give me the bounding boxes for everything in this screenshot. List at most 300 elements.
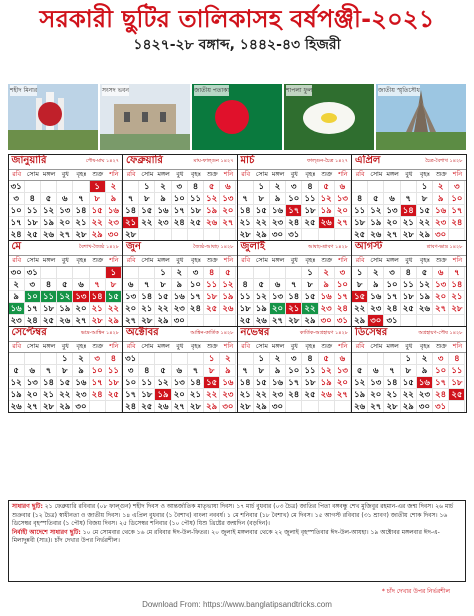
day-cell: ১৪ bbox=[401, 205, 417, 217]
weekday-label: শনি bbox=[452, 342, 463, 350]
bangla-month-note: ভাদ্র-আশ্বিন ১৪২৮ bbox=[81, 329, 119, 336]
day-cell: ১৫ bbox=[57, 377, 73, 389]
day-cell: ৭ bbox=[139, 279, 155, 291]
month-header bbox=[123, 327, 237, 341]
day-cell: ১৫ bbox=[204, 377, 220, 389]
day-cell: ২৪ bbox=[188, 303, 204, 315]
day-cell: ১৪ bbox=[238, 377, 254, 389]
day-cell: ৮ bbox=[401, 365, 417, 377]
day-cell: ৯ bbox=[319, 279, 335, 291]
day-cell: ১৪ bbox=[449, 279, 465, 291]
day-cell: ১৬ bbox=[368, 291, 384, 303]
day-cell: ২৫ bbox=[352, 229, 368, 241]
photo-water-lily bbox=[284, 84, 374, 150]
month-name: জানুয়ারি bbox=[11, 155, 47, 166]
day-cell: ১৩ bbox=[172, 377, 188, 389]
day-cell: ১২ bbox=[220, 279, 236, 291]
day-cell: ৮ bbox=[106, 279, 122, 291]
empty-day-cell bbox=[368, 353, 384, 365]
day-cell: ৯ bbox=[417, 365, 433, 377]
day-cell: ২৫ bbox=[302, 389, 318, 401]
day-cell: ১ bbox=[57, 353, 73, 365]
day-cell: ৫ bbox=[9, 365, 25, 377]
bangla-month-note: কার্তিক-অগ্রহায়ণ ১৪২৮ bbox=[299, 329, 348, 336]
day-cell: ২২ bbox=[302, 303, 318, 315]
photo-caption: সংসদ ভবন bbox=[102, 87, 129, 94]
weekday-label: বুধ bbox=[176, 170, 184, 178]
day-cell: ৩ bbox=[9, 193, 25, 205]
day-cell: ১৮ bbox=[401, 291, 417, 303]
empty-day-cell bbox=[41, 267, 57, 279]
empty-day-cell bbox=[352, 181, 368, 193]
day-cell: ২৫ bbox=[25, 229, 41, 241]
day-cell: ২০ bbox=[220, 205, 236, 217]
day-cell: ১৯ bbox=[319, 205, 335, 217]
day-cell: ৮ bbox=[57, 365, 73, 377]
day-cell: ১৭ bbox=[286, 205, 302, 217]
day-cell: ১০ bbox=[9, 205, 25, 217]
day-cell: ৯ bbox=[433, 193, 449, 205]
day-cell: ৫ bbox=[352, 365, 368, 377]
photo-caption: জাতীয় স্মৃতিসৌধ bbox=[378, 87, 420, 94]
day-cell: ২১ bbox=[449, 291, 465, 303]
empty-day-cell bbox=[401, 181, 417, 193]
photo-memorial bbox=[376, 84, 466, 150]
bangla-month-note: পৌষ-মাঘ ১৪২৭ bbox=[85, 157, 119, 164]
empty-day-cell bbox=[286, 401, 302, 413]
day-cell: ১৬ bbox=[220, 377, 236, 389]
day-cell: ৯ bbox=[270, 365, 286, 377]
bangla-month-note: চৈত্র-বৈশাখ ১৪২৮ bbox=[425, 157, 463, 164]
day-cell: ১৮ bbox=[188, 205, 204, 217]
weekday-label: শনি bbox=[338, 342, 348, 350]
month-header bbox=[352, 327, 466, 341]
empty-day-cell bbox=[139, 267, 155, 279]
day-cell: ১৯ bbox=[204, 205, 220, 217]
month-name: নভেম্বর bbox=[240, 327, 270, 338]
day-cell: ২৪ bbox=[335, 303, 351, 315]
day-cell: ৯ bbox=[73, 365, 89, 377]
empty-day-cell bbox=[302, 401, 318, 413]
day-cell: ১২ bbox=[9, 377, 25, 389]
day-cells bbox=[123, 181, 237, 241]
weekday-label: শনি bbox=[223, 170, 234, 178]
day-cell: ৯ bbox=[9, 291, 25, 303]
day-cell: ১১ bbox=[204, 279, 220, 291]
day-cell: ২৯ bbox=[155, 315, 171, 327]
weekday-label: সোম bbox=[141, 342, 154, 350]
day-cell: ১ bbox=[106, 267, 122, 279]
weekday-label: শুক্র bbox=[321, 342, 333, 350]
day-cell: ১৭ bbox=[335, 291, 351, 303]
day-cell: ২৫ bbox=[302, 217, 318, 229]
day-cell: ৬ bbox=[368, 365, 384, 377]
weekday-label: শনি bbox=[109, 256, 119, 264]
day-cell: ১৪ bbox=[41, 377, 57, 389]
weekday-label: সোম bbox=[255, 170, 268, 178]
day-cell: ১০ bbox=[433, 365, 449, 377]
day-cell: ১১ bbox=[139, 377, 155, 389]
day-cells bbox=[352, 353, 466, 413]
day-cell: ২১ bbox=[188, 389, 204, 401]
day-cell: ৬ bbox=[433, 267, 449, 279]
weekday-label: বুধ bbox=[405, 170, 413, 178]
day-cells bbox=[238, 353, 352, 413]
day-cell: ২৭ bbox=[25, 401, 41, 413]
day-cell: ৬ bbox=[335, 353, 351, 365]
day-cell: ২৬ bbox=[9, 401, 25, 413]
day-cell: ২৪ bbox=[9, 229, 25, 241]
day-cell: ২০ bbox=[123, 303, 139, 315]
day-cell: ৮ bbox=[254, 193, 270, 205]
empty-day-cell bbox=[139, 353, 155, 365]
day-cell: ১৯ bbox=[57, 303, 73, 315]
day-cell: ২১ bbox=[286, 303, 302, 315]
day-cell: ২ bbox=[319, 267, 335, 279]
month-name: ফেব্রুয়ারি bbox=[126, 155, 163, 166]
day-cell: ২৭ bbox=[384, 229, 400, 241]
weekday-row bbox=[238, 255, 352, 267]
weekday-label: রবি bbox=[12, 170, 21, 178]
day-cell: ২৮ bbox=[188, 401, 204, 413]
day-cell: ১৮ bbox=[106, 377, 122, 389]
empty-day-cell bbox=[73, 181, 89, 193]
weekday-label: বুধ bbox=[61, 170, 69, 178]
month-header bbox=[9, 241, 123, 255]
day-cell: ৪ bbox=[401, 267, 417, 279]
photo-national-flag bbox=[192, 84, 282, 150]
month-header bbox=[9, 327, 123, 341]
day-cell: ১ bbox=[401, 353, 417, 365]
day-cells bbox=[9, 267, 123, 327]
day-cell: ১০ bbox=[123, 377, 139, 389]
day-cell: ১৬ bbox=[270, 205, 286, 217]
day-cell: ৯ bbox=[106, 193, 122, 205]
day-cell: ৬ bbox=[335, 181, 351, 193]
day-cell: ২১ bbox=[238, 217, 254, 229]
day-cell: ২৩ bbox=[155, 217, 171, 229]
weekday-label: রবি bbox=[126, 342, 136, 350]
day-cell: ১৮ bbox=[302, 377, 318, 389]
day-cell: ১৯ bbox=[41, 217, 57, 229]
weekday-label: শনি bbox=[452, 256, 463, 264]
day-cell: ২৭ bbox=[368, 401, 384, 413]
day-cell: ১৬ bbox=[433, 205, 449, 217]
month-header bbox=[352, 155, 466, 169]
month-8 bbox=[351, 240, 467, 327]
day-cell: ১৯ bbox=[155, 389, 171, 401]
weekday-label: বৃহঃ bbox=[190, 170, 202, 178]
day-cell: ৬ bbox=[25, 365, 41, 377]
empty-day-cell bbox=[90, 267, 106, 279]
day-cell: ৬ bbox=[172, 365, 188, 377]
day-cell: ৩০ bbox=[368, 315, 384, 327]
day-cell: ১৪ bbox=[73, 205, 89, 217]
day-cell: ৫ bbox=[57, 279, 73, 291]
day-cell: ৪ bbox=[302, 181, 318, 193]
weekday-label: শুক্র bbox=[321, 256, 333, 264]
day-cells bbox=[238, 267, 352, 327]
day-cell: ১১ bbox=[302, 193, 318, 205]
day-cell: ৪ bbox=[302, 353, 318, 365]
weekday-row bbox=[352, 169, 466, 181]
month-name: অক্টোবর bbox=[126, 327, 159, 338]
day-cell: ১৫ bbox=[254, 205, 270, 217]
day-cell: ২৫ bbox=[106, 389, 122, 401]
weekday-label: শুক্র bbox=[435, 342, 447, 350]
day-cell: ১৩ bbox=[433, 279, 449, 291]
day-cell: ১৮ bbox=[302, 205, 318, 217]
calendar-grid bbox=[8, 154, 466, 498]
day-cell: ৯ bbox=[270, 193, 286, 205]
weekday-label: শুক্র bbox=[321, 170, 333, 178]
day-cell: ১ bbox=[204, 353, 220, 365]
day-cell: ২০ bbox=[335, 205, 351, 217]
day-cell: ২৮ bbox=[238, 229, 254, 241]
day-cell: ১৭ bbox=[90, 377, 106, 389]
month-9 bbox=[8, 326, 124, 413]
empty-day-cell bbox=[123, 267, 139, 279]
day-cell: ১৭ bbox=[433, 377, 449, 389]
day-cell: ২ bbox=[433, 181, 449, 193]
day-cell: ২৩ bbox=[433, 217, 449, 229]
month-name: এপ্রিল bbox=[355, 155, 381, 166]
day-cell: ১১ bbox=[302, 365, 318, 377]
day-cell: ৬ bbox=[73, 279, 89, 291]
weekday-label: শনি bbox=[109, 170, 119, 178]
day-cell: ৭ bbox=[188, 365, 204, 377]
day-cell: ৩০ bbox=[9, 267, 25, 279]
weekday-label: সোম bbox=[370, 256, 383, 264]
holiday-notes bbox=[8, 500, 466, 582]
month-name: জুলাই bbox=[240, 241, 265, 252]
day-cell: ৬ bbox=[270, 279, 286, 291]
weekday-label: শুক্র bbox=[206, 170, 218, 178]
day-cell: ৩১ bbox=[25, 267, 41, 279]
day-cell: ২৩ bbox=[368, 303, 384, 315]
weekday-label: মঙ্গল bbox=[386, 342, 399, 350]
day-cell: ১১ bbox=[238, 291, 254, 303]
day-cell: ২৪ bbox=[286, 217, 302, 229]
day-cell: ২৯ bbox=[417, 229, 433, 241]
day-cell: ১১ bbox=[41, 291, 57, 303]
day-cell: ১৭ bbox=[25, 303, 41, 315]
month-1 bbox=[8, 154, 124, 241]
day-cell: ১৬ bbox=[270, 377, 286, 389]
day-cell: ১৩ bbox=[368, 377, 384, 389]
weekday-label: সোম bbox=[370, 342, 383, 350]
day-cell: ২৭ bbox=[433, 303, 449, 315]
day-cell: ২ bbox=[368, 267, 384, 279]
day-cell: ২৬ bbox=[220, 303, 236, 315]
weekday-label: মঙ্গল bbox=[271, 256, 285, 264]
month-11 bbox=[237, 326, 353, 413]
empty-day-cell bbox=[238, 353, 254, 365]
day-cell: ২৩ bbox=[220, 389, 236, 401]
day-cell: ১ bbox=[90, 181, 106, 193]
weekday-label: শুক্র bbox=[435, 256, 447, 264]
day-cell: ২০ bbox=[335, 377, 351, 389]
photo-parliament bbox=[100, 84, 190, 150]
day-cell: ২৯ bbox=[57, 401, 73, 413]
photo-strip bbox=[8, 84, 466, 150]
day-cell: ২০ bbox=[172, 389, 188, 401]
day-cell: ৭ bbox=[123, 193, 139, 205]
day-cell: ৩০ bbox=[106, 229, 122, 241]
day-cell: ১৯ bbox=[352, 389, 368, 401]
day-cell: ২২ bbox=[352, 303, 368, 315]
photo-caption: জাতীয় পতাকা bbox=[194, 87, 230, 94]
day-cell: ১২ bbox=[352, 377, 368, 389]
empty-day-cell bbox=[188, 353, 204, 365]
day-cell: ১৪ bbox=[238, 205, 254, 217]
day-cell: ৭ bbox=[286, 279, 302, 291]
day-cell: ৪ bbox=[204, 267, 220, 279]
weekday-label: শনি bbox=[223, 342, 234, 350]
day-cell: ৮ bbox=[139, 193, 155, 205]
day-cell: ৭ bbox=[73, 193, 89, 205]
day-cell: ২৮ bbox=[401, 229, 417, 241]
day-cell: ৪ bbox=[106, 353, 122, 365]
day-cell: ২৪ bbox=[286, 389, 302, 401]
weekday-row bbox=[123, 169, 237, 181]
weekday-label: রবি bbox=[241, 170, 250, 178]
day-cell: ৩০ bbox=[172, 315, 188, 327]
day-cell: ২৫ bbox=[139, 401, 155, 413]
weekday-label: রবি bbox=[355, 256, 365, 264]
day-cell: ৪ bbox=[139, 365, 155, 377]
day-cell: ২৫ bbox=[188, 217, 204, 229]
day-cell: ১৫ bbox=[90, 205, 106, 217]
weekday-label: মঙ্গল bbox=[271, 342, 285, 350]
weekday-label: মঙ্গল bbox=[42, 342, 56, 350]
day-cell: ২৬ bbox=[57, 315, 73, 327]
weekday-label: শুক্র bbox=[92, 256, 104, 264]
day-cell: ১৪ bbox=[139, 291, 155, 303]
day-cell: ২৮ bbox=[286, 315, 302, 327]
weekday-label: শুক্র bbox=[92, 170, 104, 178]
day-cell: ১৭ bbox=[172, 205, 188, 217]
day-cell: ২৩ bbox=[9, 315, 25, 327]
day-cell: ২৩ bbox=[172, 303, 188, 315]
month-name: ডিসেম্বর bbox=[355, 327, 388, 338]
day-cell: ১২ bbox=[254, 291, 270, 303]
weekday-label: সোম bbox=[370, 170, 383, 178]
day-cell: ১৩ bbox=[335, 365, 351, 377]
weekday-label: রবি bbox=[126, 256, 136, 264]
day-cell: ২৮ bbox=[90, 315, 106, 327]
weekday-row bbox=[123, 255, 237, 267]
day-cell: ১২ bbox=[417, 279, 433, 291]
day-cell: ৫ bbox=[204, 181, 220, 193]
day-cell: ২২ bbox=[254, 389, 270, 401]
month-3 bbox=[237, 154, 353, 241]
weekday-label: বৃহঃ bbox=[419, 170, 431, 178]
day-cell: ১১ bbox=[188, 193, 204, 205]
empty-day-cell bbox=[57, 267, 73, 279]
day-cell: ২২ bbox=[254, 217, 270, 229]
day-cell: ৩ bbox=[335, 267, 351, 279]
weekday-label: মঙ্গল bbox=[386, 256, 399, 264]
day-cell: ১৪ bbox=[384, 377, 400, 389]
day-cell: ১৪ bbox=[123, 205, 139, 217]
weekday-label: বুধ bbox=[405, 342, 413, 350]
executive-holidays-text: ১০ মে সোমবার থেকে ১৬ মে রবিবার ঈদ-উল-ফিতর। ২০ জুলাই মঙ্গলবার থেকে ২২ জুলাই বৃহস্পতিবার ঈদ-উল-আযহা। ১৯ অক্টোবর মঙ্গলবার ঈদ-এ-মিলাদুন্নবী (সাঃ)। চাঁদ দেখার উপর নির্ভরশীল। bbox=[12, 528, 440, 545]
weekday-label: বৃহঃ bbox=[190, 256, 202, 264]
empty-day-cell bbox=[449, 401, 465, 413]
day-cell: ২১ bbox=[123, 217, 139, 229]
weekday-label: শনি bbox=[109, 342, 119, 350]
day-cell: ১৮ bbox=[449, 377, 465, 389]
day-cell: ১৭ bbox=[286, 377, 302, 389]
day-cell: ৩ bbox=[286, 353, 302, 365]
month-name: মার্চ bbox=[240, 155, 255, 166]
day-cell: ২৮ bbox=[41, 401, 57, 413]
weekday-row bbox=[238, 169, 352, 181]
day-cell: ১ bbox=[155, 267, 171, 279]
weekday-label: রবি bbox=[241, 256, 250, 264]
day-cell: ২৪ bbox=[384, 303, 400, 315]
month-2 bbox=[122, 154, 238, 241]
month-header bbox=[9, 155, 123, 169]
day-cell: ১১ bbox=[401, 279, 417, 291]
day-cell: ২ bbox=[172, 267, 188, 279]
day-cell: ৭ bbox=[41, 365, 57, 377]
weekday-label: সোম bbox=[255, 342, 268, 350]
day-cell: ২৪ bbox=[433, 389, 449, 401]
day-cell: ১৫ bbox=[139, 205, 155, 217]
day-cell: ১৩ bbox=[220, 193, 236, 205]
day-cell: ১৯ bbox=[417, 291, 433, 303]
day-cell: ৩ bbox=[433, 353, 449, 365]
month-4 bbox=[351, 154, 467, 241]
day-cell: ১০ bbox=[172, 193, 188, 205]
day-cell: ৭ bbox=[238, 193, 254, 205]
weekday-label: রবি bbox=[355, 170, 365, 178]
weekday-label: রবি bbox=[12, 256, 21, 264]
day-cell: ১০ bbox=[188, 279, 204, 291]
day-cell: ৮ bbox=[352, 279, 368, 291]
empty-day-cell bbox=[319, 401, 335, 413]
weekday-label: শুক্র bbox=[435, 170, 447, 178]
bangla-month-note: আশ্বিন-কার্তিক ১৪২৮ bbox=[190, 329, 234, 336]
weekday-label: শুক্র bbox=[206, 342, 218, 350]
day-cell: ২৯ bbox=[90, 229, 106, 241]
empty-day-cell bbox=[270, 267, 286, 279]
day-cell: ৪ bbox=[41, 279, 57, 291]
day-cell: ৩০ bbox=[270, 229, 286, 241]
day-cell: ৫ bbox=[319, 353, 335, 365]
day-cell: ১২ bbox=[319, 193, 335, 205]
day-cell: ৩ bbox=[286, 181, 302, 193]
day-cell: ২২ bbox=[90, 217, 106, 229]
day-cell: ১১ bbox=[352, 205, 368, 217]
day-cell: ৭ bbox=[384, 365, 400, 377]
weekday-label: বৃহঃ bbox=[305, 170, 316, 178]
day-cell: ২ bbox=[270, 181, 286, 193]
day-cell: ২৮ bbox=[123, 229, 139, 241]
day-cell: ২১ bbox=[73, 217, 89, 229]
weekday-label: বৃহঃ bbox=[419, 342, 431, 350]
day-cell: ২৩ bbox=[73, 389, 89, 401]
day-cell: ১০ bbox=[384, 279, 400, 291]
weekday-label: মঙ্গল bbox=[157, 170, 170, 178]
day-cell: ১৬ bbox=[106, 205, 122, 217]
day-cell: ১৮ bbox=[238, 303, 254, 315]
day-cell: ২১ bbox=[401, 217, 417, 229]
weekday-label: বুধ bbox=[290, 170, 298, 178]
day-cell: ১৯ bbox=[220, 291, 236, 303]
